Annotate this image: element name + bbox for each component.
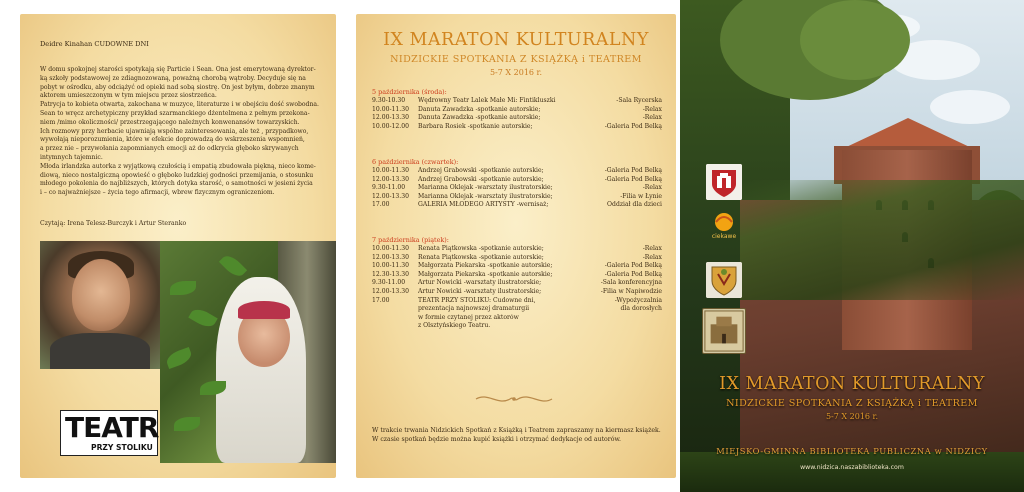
description-line: Patrycja to kobieta otwarta, zakochana w muzyce, literaturze i w obejściu dość swobodna. <box>40 101 319 109</box>
event-continuation: prezentacja najnowszej dramaturgii dla dorosłych <box>418 305 662 313</box>
description-line: intymnych tajemnic. <box>40 153 103 161</box>
readers-label: Czytają: <box>40 220 66 227</box>
cover-panel <box>680 0 1024 492</box>
description-line: niem /mimo okoliczności/ przestrzegającego należnych konwenansów towarzyskich. <box>40 118 300 126</box>
event-continuation: w formie czytanej przez aktorów <box>418 313 519 321</box>
library-url: www.nidzica.naszabiblioteka.com <box>800 464 904 471</box>
county-crest-icon <box>706 262 742 298</box>
castle-stamp-icon <box>702 308 746 354</box>
event-row: 12.30-13.30 Małgorzata Piekarska -spotkanie autorskie; -Galeria Pod Belką <box>372 270 662 278</box>
event-row: 17.00 TEATR PRZY STOLIKU: Cudowne dni, -Wypożyczalnia <box>372 296 662 304</box>
description-line: W domu spokojnej starości spotykają się Particie i Sean. Ona jest emerytowaną dyrektor- <box>40 66 316 73</box>
actor-photo <box>40 241 160 369</box>
event-row: 17.00 GALERIA MŁODEGO ARTYSTY -wernisaż; Oddział dla dzieci <box>372 201 662 209</box>
day-block <box>372 158 662 210</box>
event-row: 10.00-11.30 Andrzej Grabowski -spotkanie autorskie; -Galeria Pod Belką <box>372 167 662 174</box>
description-line: aktorem umieszczonym w tym miejscu przez siostrzeńca. <box>40 92 217 100</box>
description-line: Sean to wręcz archetypiczny przykład szarmanckiego dżentelmena z pełnym przekona- <box>40 109 310 117</box>
left-panel <box>20 14 336 478</box>
description-line: pobyt w ośrodku, aby odciążyć od opieki nad sobą siostrę. On jest byłym, dobrze znanym <box>40 83 315 91</box>
event-row: 12.00-13.30 Danuta Zawadzka -spotkanie autorskie; -Relax <box>372 114 662 122</box>
event-row: 10.00-12.00 Barbara Rosiek -spotkanie autorskie; -Galeria Pod Belką <box>372 122 662 130</box>
event-row: 12.00-13.30 Artur Nowicki -warsztaty ilustratorskie; -Filia w Napiwodzie <box>372 287 662 295</box>
event-row: 12.00-13.30 Marianna Oklejak -warsztaty ilustratorskie; -Filia w Łynie <box>372 192 662 200</box>
footer-line: W trakcie trwania Nidzickich Spotkań z Książką i Teatrem zapraszamy na kiermasz książek. <box>372 427 661 434</box>
teatr-przy-stoliku-logo: TEATR PRZY STOLIKU <box>60 410 158 456</box>
program-panel <box>356 14 676 478</box>
day-block <box>372 88 662 131</box>
description-line: diową, nieco nostalgiczną opowieść o głęboko ludzkiej godności przemijania, o stosunku <box>40 171 314 179</box>
event-row: 9.30-11.00 Artur Nowicki -warsztaty ilustratorskie; -Sala konferencyjna <box>372 279 662 287</box>
day-heading: 6 października (czwartek): <box>372 158 459 166</box>
event-row: 9.30-11.00 Marianna Oklejak -warsztaty ilustratorskie; -Relax <box>372 184 662 192</box>
program-subtitle: NIDZICKIE SPOTKANIA Z KSIĄŻKĄ i TEATREM <box>390 54 642 65</box>
day-block <box>372 236 662 331</box>
event-row: 10.00-11.30 Renata Piątkowska -spotkanie autorskie; -Relax <box>372 245 662 252</box>
program-title: IX MARATON KULTURALNY <box>383 30 649 50</box>
readers-line <box>40 220 186 227</box>
cover-title: IX MARATON KULTURALNY <box>719 374 985 394</box>
description-line: a przez nie – przywołania zapomnianych emocji aż do odkrycia głęboko skrywanych <box>40 145 299 153</box>
readers-names: Irena Telesz-Burczyk i Artur Steranko <box>67 220 187 227</box>
description-line: i – co najważniejsze – życia tego afirmacji, wbrew fizycznym ograniczeniom. <box>40 189 275 197</box>
ciekawe-logo-text: ciekawe <box>711 233 737 240</box>
event-row: 12.00-13.30 Andrzej Grabowski -spotkanie autorskie; -Galeria Pod Belką <box>372 175 662 183</box>
description-line: ką szkoły podstawowej ze zdiagnozowaną, poważną chorobą wątroby. Decyduje się na <box>40 74 306 82</box>
event-row: 12.00-13.30 Renata Piątkowska -spotkanie autorskie; -Relax <box>372 253 662 261</box>
play-title: Deidre Kinahan CUDOWNE DNI <box>40 40 149 48</box>
footer-line: W czasie spotkań będzie można kupić książki i otrzymać dedykacje od autorów. <box>372 435 621 443</box>
library-name: MIEJSKO-GMINNA BIBLIOTEKA PUBLICZNA w NIDZICY <box>716 446 988 456</box>
event-row: 10.00-11.30 Małgorzata Piekarska -spotkanie autorskie; -Galeria Pod Belką <box>372 262 662 270</box>
cover-subtitle: NIDZICKIE SPOTKANIA Z KSIĄŻKĄ i TEATREM <box>726 398 978 409</box>
description-line: wywołają nieporozumienia, które w efekcie doprowadzą do wskrzeszenia wspomnień, <box>40 136 305 144</box>
cover-dates: 5-7 X 2016 r. <box>825 412 879 421</box>
day-heading: 5 października (środa): <box>372 88 447 96</box>
ornament-divider <box>474 392 554 406</box>
play-description <box>40 66 320 198</box>
event-row: 10.00-11.30 Danuta Zawadzka -spotkanie autorskie; -Relax <box>372 105 662 113</box>
description-line: młodego pokolenia do najbliższych, których dotyka starość, o samotności w jesieni życia <box>40 180 313 188</box>
ciekawe-logo-icon <box>706 210 742 240</box>
actress-photo <box>160 241 336 463</box>
town-crest-icon <box>706 164 742 200</box>
program-dates: 5-7 X 2016 r. <box>489 68 543 77</box>
description-line: Młoda irlandzka autorka z wyjątkową czułością i empatią zbudowała piękną, nieco kome- <box>40 162 316 170</box>
description-line: Ich rozmowy przy herbacie ujawniają wspólne zainteresowania, ale też , przypadkowo, <box>40 127 309 135</box>
day-heading: 7 października (piątek): <box>372 236 449 244</box>
event-continuation: z Olsztyńskiego Teatru. <box>418 322 491 330</box>
event-row: 9.30-10.30 Wędrowny Teatr Lalek Małe Mi: Fintikluszki -Sala Rycerska <box>372 97 662 104</box>
program-footer <box>372 427 662 444</box>
